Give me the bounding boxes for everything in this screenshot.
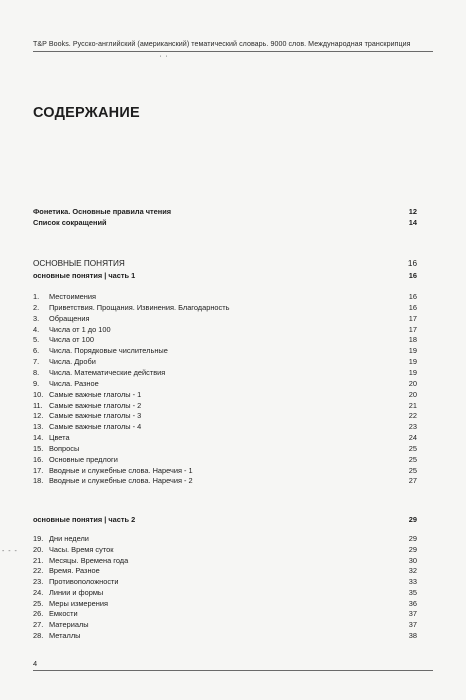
toc-entry[interactable]: [33, 475, 417, 486]
toc-entry-number: 22.: [33, 566, 44, 576]
toc-entry-label: [33, 555, 128, 566]
toc-entry-label: [33, 334, 94, 345]
toc-entry-page: 35: [408, 587, 417, 597]
section-page: 16: [407, 259, 417, 268]
toc-entry[interactable]: [33, 533, 417, 544]
toc-entry-page: 14: [408, 218, 417, 227]
toc-entry[interactable]: [33, 432, 417, 443]
toc-entry-label: [33, 356, 96, 367]
toc-entry-text: Цвета: [49, 433, 70, 443]
toc-entry-number: 7.: [33, 357, 40, 367]
toc-entry[interactable]: [33, 421, 417, 432]
part-label: основные понятия | часть 2: [33, 515, 136, 524]
toc-entry-page: 20: [408, 389, 417, 399]
toc-entry-number: 20.: [33, 544, 44, 554]
toc-entry-page: 32: [408, 566, 417, 576]
toc-entry-label: [33, 544, 113, 555]
toc-entry-label: Список сокращений: [33, 218, 107, 227]
toc-entry-text: Линии и формы: [49, 587, 104, 597]
toc-entry-page: 12: [408, 207, 417, 216]
toc-entry[interactable]: [33, 400, 417, 411]
toc-entry-page: 18: [408, 335, 417, 345]
toc-entry[interactable]: [33, 465, 417, 476]
toc-entry-number: 18.: [33, 476, 44, 486]
toc-entry-label: Фонетика. Основные правила чтения: [33, 207, 172, 216]
toc-entry-label: [33, 421, 141, 432]
page-number: 4: [33, 659, 38, 668]
toc-entry-page: 24: [408, 433, 417, 443]
toc-entry-number: 8.: [33, 367, 40, 377]
toc-entry-number: 2.: [33, 302, 40, 312]
toc-entry-text: Металлы: [49, 630, 81, 640]
toc-entry-number: 21.: [33, 555, 44, 565]
toc-entry[interactable]: [33, 576, 417, 587]
toc-entry-text: Числа. Дроби: [49, 357, 96, 367]
toc-entry-page: 29: [408, 544, 417, 554]
toc-entry-text: Самые важные глаголы - 2: [49, 400, 142, 410]
toc-entry-text: Приветствия. Прощания. Извинения. Благодарность: [49, 302, 230, 312]
toc-entry[interactable]: [33, 630, 417, 641]
toc-entry[interactable]: [33, 555, 417, 566]
toc-entry-page: 20: [408, 378, 417, 388]
toc-entry-page: 30: [408, 555, 417, 565]
toc-entry-abbreviations[interactable]: [33, 217, 417, 228]
toc-entry-label: [33, 443, 79, 454]
toc-entry[interactable]: [33, 608, 417, 619]
toc-entry-label: [33, 389, 141, 400]
toc-entry[interactable]: [33, 598, 417, 609]
toc-entry-number: 28.: [33, 630, 44, 640]
toc-entry[interactable]: [33, 544, 417, 555]
toc-entry-page: 38: [408, 630, 417, 640]
toc-entry[interactable]: [33, 454, 417, 465]
running-header: T&P Books. Русско-английский (американский) тематический словарь. 9000 слов. Международная транскрипция: [33, 40, 433, 52]
toc-entry-text: Самые важные глаголы - 1: [49, 389, 142, 399]
toc-entry[interactable]: [33, 389, 417, 400]
toc-entry[interactable]: [33, 443, 417, 454]
footer-rule: [33, 670, 433, 671]
toc-entry-label: [33, 324, 111, 335]
toc-entry-label: [33, 367, 165, 378]
toc-entry-number: 11.: [33, 400, 43, 410]
toc-entry-label: [33, 475, 193, 486]
toc-entry-page: 23: [408, 422, 417, 432]
toc-entry-page: 19: [408, 357, 417, 367]
toc-entry-page: 19: [408, 367, 417, 377]
scan-specks: ' ': [160, 56, 168, 62]
toc-entry-number: 10.: [33, 389, 44, 399]
toc-entry-page: 25: [408, 443, 417, 453]
toc-section-heading[interactable]: [33, 258, 417, 269]
toc-entry-number: 4.: [33, 324, 40, 334]
toc-entry-text: Время. Разное: [49, 566, 100, 576]
toc-entry-label: [33, 454, 118, 465]
toc-entry-label: [33, 630, 80, 641]
toc-entry-number: 6.: [33, 346, 40, 356]
toc-entry-label: [33, 302, 229, 313]
toc-entry-page: 27: [408, 476, 417, 486]
toc-entry-text: Числа. Порядковые числительные: [49, 346, 168, 356]
toc-entry-number: 23.: [33, 577, 44, 586]
toc-entry[interactable]: [33, 367, 417, 378]
toc-entry-text: Числа. Математические действия: [49, 367, 166, 377]
toc-entry-label: [33, 378, 99, 389]
part-label: основные понятия | часть 1: [33, 271, 136, 280]
toc-entry-label: [33, 576, 119, 587]
toc-entry-page: 17: [408, 313, 417, 323]
toc-entry-page: 36: [408, 598, 417, 608]
toc-entry-number: 1.: [33, 292, 40, 301]
toc-entry-text: Дни недели: [49, 534, 89, 543]
toc-entry-text: Вопросы: [49, 443, 80, 453]
toc-entry-label: [33, 587, 103, 598]
toc-entry-number: 3.: [33, 313, 40, 323]
toc-entry-number: 15.: [33, 443, 44, 453]
toc-entry-label: [33, 313, 90, 324]
toc-entry-label: [33, 619, 89, 630]
toc-entry[interactable]: [33, 587, 417, 598]
toc-entry-text: Местоимения: [49, 292, 96, 301]
toc-entry-text: Числа от 100: [49, 335, 94, 345]
toc-entry-text: Основные предлоги: [49, 454, 118, 464]
toc-entry-number: 19.: [33, 534, 44, 543]
toc-entry-number: 25.: [33, 598, 44, 608]
toc-entry-text: Противоположности: [49, 577, 119, 586]
toc-entry-page: 29: [408, 534, 417, 543]
toc-entry-text: Емкости: [49, 609, 78, 619]
toc-entry-label: [33, 291, 96, 302]
toc-entry-text: Обращения: [49, 313, 90, 323]
toc-part-heading[interactable]: [33, 270, 417, 281]
toc-entry-page: 25: [408, 465, 417, 475]
toc-entry-number: 17.: [33, 465, 44, 475]
toc-entry-page: 37: [408, 609, 417, 619]
toc-entry-text: Числа. Разное: [49, 378, 99, 388]
toc-entry[interactable]: [33, 619, 417, 630]
toc-entry-number: 12.: [33, 411, 44, 421]
toc-entry-label: [33, 345, 168, 356]
toc-entry-text: Вводные и служебные слова. Наречия - 2: [49, 476, 193, 486]
part-page: 16: [408, 271, 417, 280]
part-page: 29: [408, 515, 417, 524]
toc-entry-page: 22: [408, 411, 417, 421]
toc-entry-label: [33, 533, 89, 544]
toc-entry-text: Числа от 1 до 100: [49, 324, 111, 334]
toc-entry-page: 17: [408, 324, 417, 334]
toc-entry[interactable]: [33, 324, 417, 335]
toc-entry[interactable]: [33, 291, 417, 302]
toc-entry-text: Самые важные глаголы - 3: [49, 411, 142, 421]
toc-entry-text: Месяцы. Времена года: [49, 555, 129, 565]
toc-entry-page: 16: [408, 302, 417, 312]
toc-entry-number: 5.: [33, 335, 40, 345]
toc-entry[interactable]: [33, 345, 417, 356]
toc-part-heading[interactable]: [33, 514, 417, 525]
toc-entry-label: [33, 465, 193, 476]
toc-entry-label: [33, 410, 141, 421]
toc-entry-label: [33, 608, 78, 619]
toc-entry-number: 9.: [33, 378, 40, 388]
toc-entry[interactable]: [33, 565, 417, 576]
section-label: ОСНОВНЫЕ ПОНЯТИЯ: [33, 259, 125, 268]
toc-entry-page: 19: [408, 346, 417, 356]
pencil-mark: - - -: [2, 548, 18, 555]
toc-entry-number: 26.: [33, 609, 44, 619]
toc-entry-text: Вводные и служебные слова. Наречия - 1: [49, 465, 193, 475]
toc-entry-label: [33, 400, 141, 411]
toc-entry-page: 33: [408, 577, 417, 586]
toc-entry-page: 37: [408, 620, 417, 629]
page-title: СОДЕРЖАНИЕ: [33, 105, 140, 121]
toc-entry-number: 16.: [33, 454, 44, 464]
toc-entry-text: Самые важные глаголы - 4: [49, 422, 142, 432]
toc-entry-label: [33, 565, 100, 576]
toc-entry-number: 13.: [33, 422, 44, 432]
toc-entry[interactable]: [33, 313, 417, 324]
toc-entry[interactable]: [33, 410, 417, 421]
toc-entry[interactable]: [33, 334, 417, 345]
toc-entry[interactable]: [33, 356, 417, 367]
toc-entry-label: [33, 598, 108, 609]
toc-entry-text: Материалы: [49, 620, 89, 629]
toc-entry-phonetics[interactable]: [33, 206, 417, 217]
toc-entry-page: 16: [408, 292, 417, 301]
toc-entry-number: 14.: [33, 433, 44, 443]
toc-entry-number: 24.: [33, 587, 44, 597]
toc-entry-page: 21: [408, 400, 417, 410]
toc-entry-number: 27.: [33, 620, 44, 629]
toc-entry-page: 25: [408, 454, 417, 464]
toc-entry-label: [33, 432, 70, 443]
toc-entry[interactable]: [33, 378, 417, 389]
toc-entry-text: Часы. Время суток: [49, 544, 114, 554]
toc-entry-text: Меры измерения: [49, 598, 108, 608]
toc-entry[interactable]: [33, 302, 417, 313]
